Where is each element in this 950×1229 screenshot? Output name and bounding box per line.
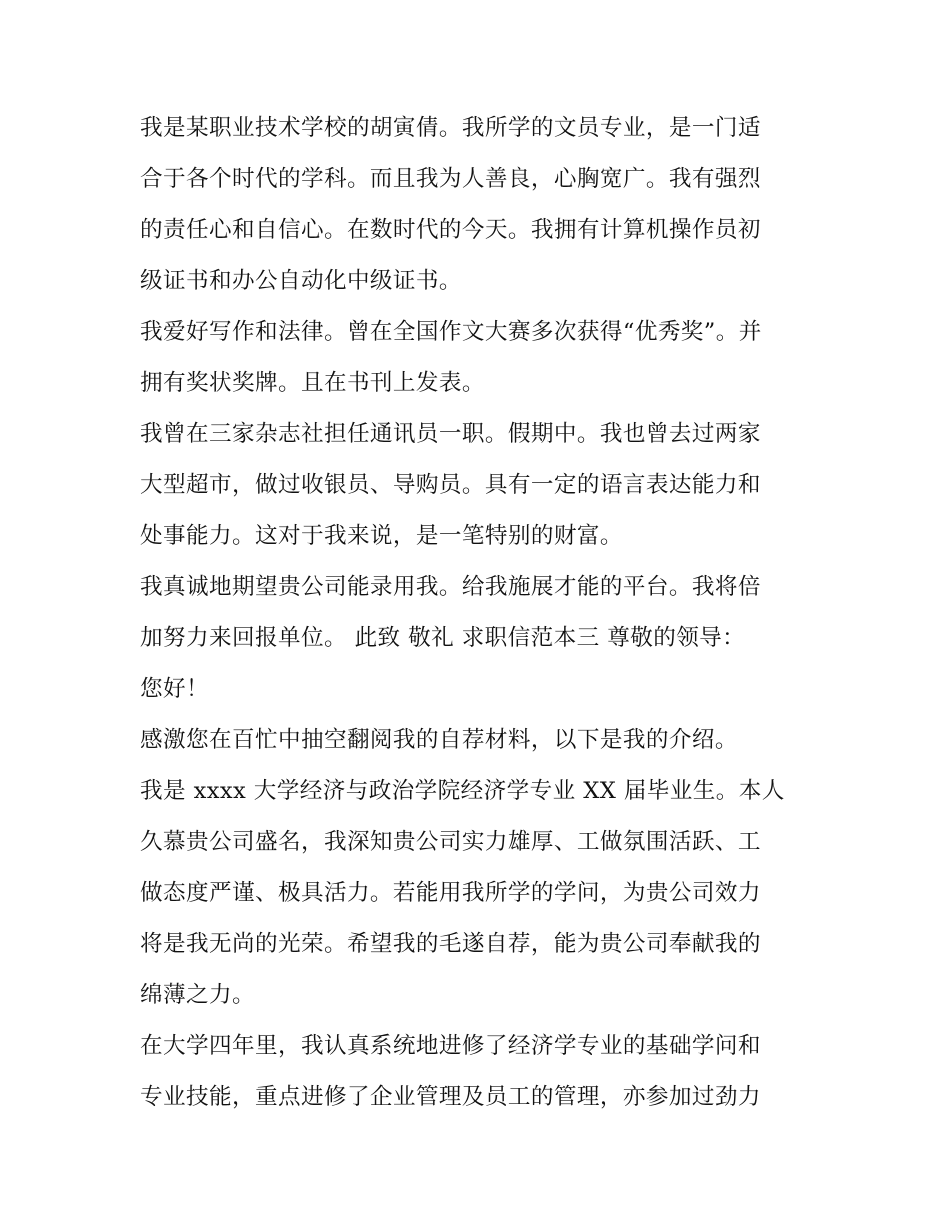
document-body	[140, 103, 820, 1123]
text-line: 我曾在三家杂志社担任通讯员一职。假期中。我也曾去过两家	[140, 421, 761, 447]
text-line: 处事能力。这对于我来说，是一笔特别的财富。	[140, 523, 623, 549]
text-line: 我爱好写作和法律。曾在全国作文大赛多次获得“优秀奖”。并	[140, 319, 762, 345]
text-line: 将是我无尚的光荣。希望我的毛遂自荐，能为贵公司奉献我的	[140, 931, 761, 957]
text-line: 合于各个时代的学科。而且我为人善良，心胸宽广。我有强烈	[140, 166, 761, 192]
text-line: 拥有奖状奖牌。且在书刊上发表。	[140, 370, 485, 396]
text-line: 我真诚地期望贵公司能录用我。给我施展才能的平台。我将倍	[140, 574, 761, 600]
text-line: 做态度严谨、极具活力。若能用我所学的学问，为贵公司效力	[140, 880, 761, 906]
text-line: 久慕贵公司盛名，我深知贵公司实力雄厚、工做氛围活跃、工	[140, 829, 761, 855]
text-line: 感激您在百忙中抽空翻阅我的自荐材料，以下是我的介绍。	[140, 727, 738, 753]
text-line: 绵薄之力。	[140, 982, 255, 1008]
text-line: 级证书和办公自动化中级证书。	[140, 268, 462, 294]
text-line: 您好！	[140, 676, 209, 702]
text-line: 在大学四年里，我认真系统地进修了经济学专业的基础学问和	[140, 1033, 761, 1059]
text-line: 的责任心和自信心。在数时代的今天。我拥有计算机操作员初	[140, 217, 761, 243]
text-line: 大型超市，做过收银员、导购员。具有一定的语言表达能力和	[140, 472, 761, 498]
text-line: 专业技能，重点进修了企业管理及员工的管理，亦参加过劲力	[140, 1084, 761, 1110]
text-line: 我是某职业技术学校的胡寅倩。我所学的文员专业，是一门适	[140, 115, 761, 141]
text-line: 我是 xxxx 大学经济与政治学院经济学专业 XX 届毕业生。本人	[140, 778, 785, 804]
text-line: 加努力来回报单位。 此致 敬礼 求职信范本三 尊敬的领导：	[140, 625, 746, 651]
